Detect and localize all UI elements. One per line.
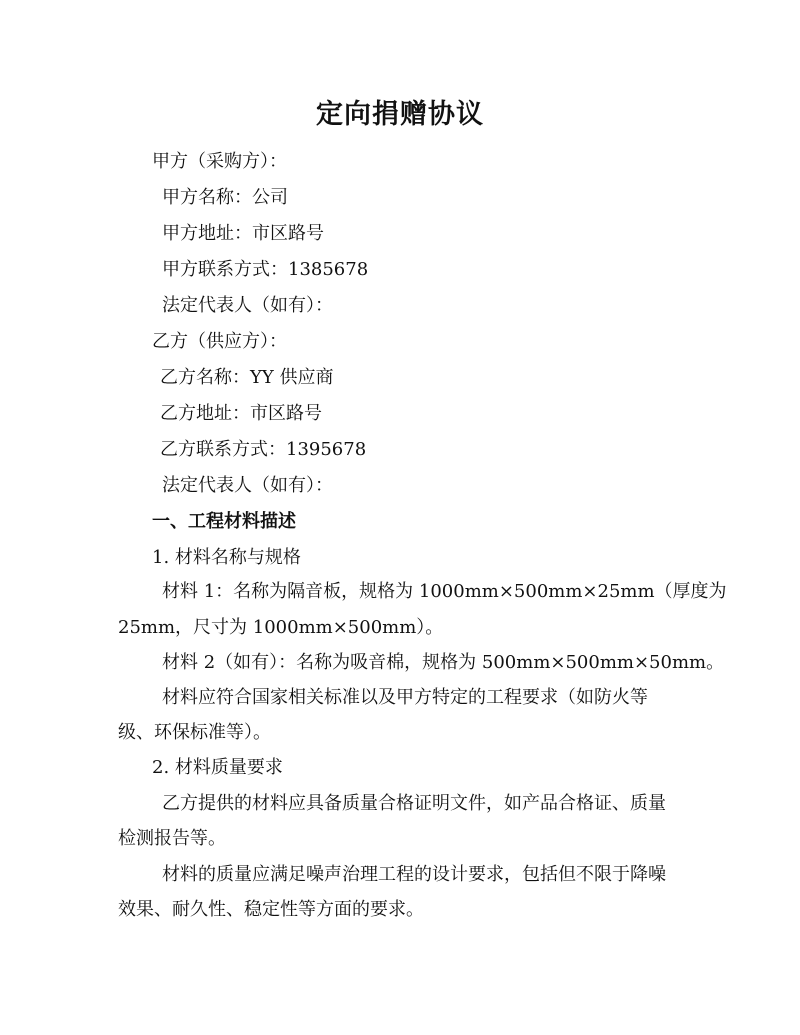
party-b-heading: 乙方（供应方）： bbox=[152, 331, 287, 352]
material-1-line-2: 25mm，尺寸为 1000mm×500mm）。 bbox=[118, 617, 444, 638]
party-a-representative: 法定代表人（如有）： bbox=[162, 295, 333, 316]
subsection-heading-quality: 2. 材料质量要求 bbox=[152, 757, 283, 778]
section-heading-materials: 一、工程材料描述 bbox=[152, 511, 296, 532]
subsection-heading-spec: 1. 材料名称与规格 bbox=[152, 547, 301, 568]
material-2-line: 材料 2（如有）：名称为吸音棉，规格为 500mm×500mm×50mm。 bbox=[162, 652, 725, 673]
party-b-address: 乙方地址：市区路号 bbox=[160, 403, 322, 424]
standard-paragraph-line-2: 级、环保标准等）。 bbox=[118, 722, 271, 743]
party-b-representative: 法定代表人（如有）： bbox=[162, 475, 333, 496]
party-b-name: 乙方名称：YY 供应商 bbox=[160, 367, 334, 388]
party-a-name: 甲方名称：公司 bbox=[162, 187, 288, 208]
material-1-line-1: 材料 1：名称为隔音板，规格为 1000mm×500mm×25mm（厚度为 bbox=[162, 581, 727, 602]
quality-paragraph-2-line-1: 材料的质量应满足噪声治理工程的设计要求，包括但不限于降噪 bbox=[162, 864, 666, 885]
standard-paragraph-line-1: 材料应符合国家相关标准以及甲方特定的工程要求（如防火等 bbox=[162, 687, 648, 708]
quality-paragraph-1-line-2: 检测报告等。 bbox=[118, 828, 226, 849]
party-b-contact: 乙方联系方式：1395678 bbox=[160, 439, 367, 460]
document-title: 定向捐赠协议 bbox=[316, 99, 484, 130]
party-a-address: 甲方地址：市区路号 bbox=[162, 223, 324, 244]
party-a-contact: 甲方联系方式：1385678 bbox=[162, 259, 369, 280]
quality-paragraph-1-line-1: 乙方提供的材料应具备质量合格证明文件，如产品合格证、质量 bbox=[162, 793, 666, 814]
quality-paragraph-2-line-2: 效果、耐久性、稳定性等方面的要求。 bbox=[118, 899, 424, 920]
party-a-heading: 甲方（采购方）： bbox=[152, 151, 287, 172]
